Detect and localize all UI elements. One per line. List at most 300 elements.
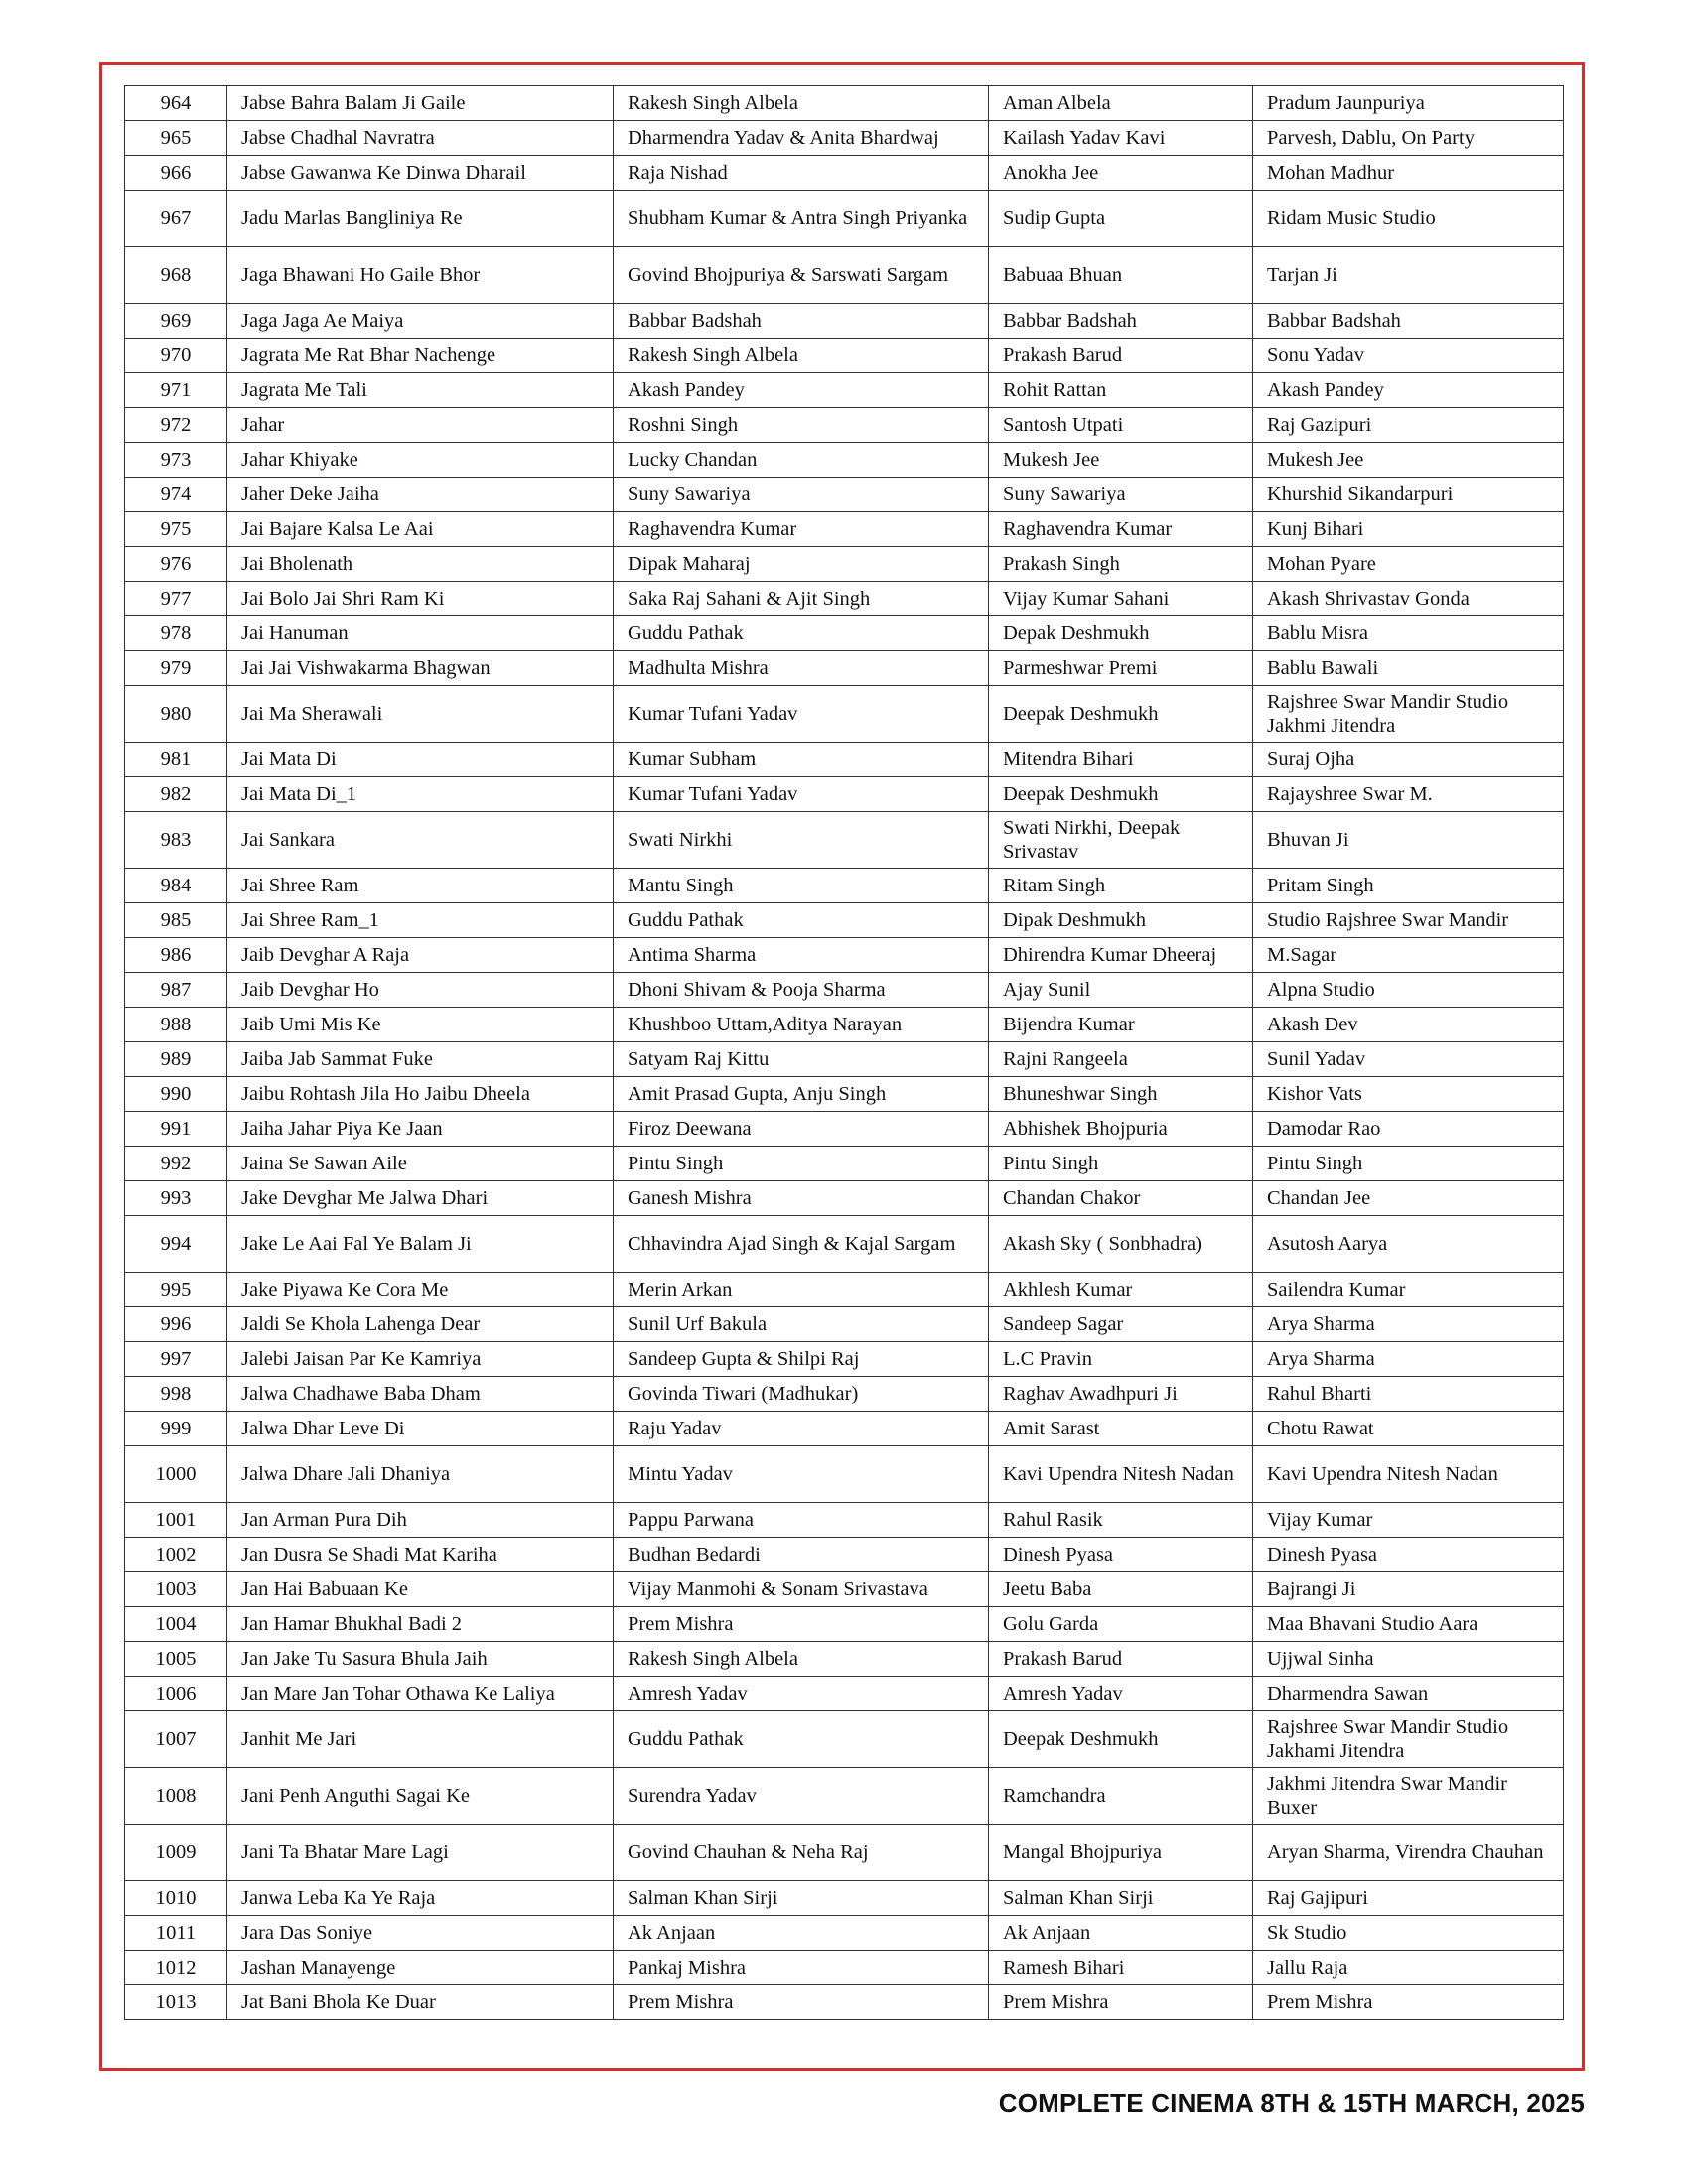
singer-name: Ak Anjaan [614,1916,989,1951]
singer-name: Kumar Tufani Yadav [614,777,989,812]
song-title: Jai Mata Di [227,743,614,777]
studio-name: Alpna Studio [1253,973,1564,1008]
studio-name: Akash Dev [1253,1008,1564,1042]
table-row [125,1008,1564,1042]
singer-name: Khushboo Uttam,Aditya Narayan [614,1008,989,1042]
song-title: Jalwa Dhar Leve Di [227,1412,614,1446]
song-number: 975 [125,512,227,547]
song-number: 967 [125,191,227,247]
table-row [125,1503,1564,1538]
lyricist-name: Amresh Yadav [989,1677,1253,1711]
lyricist-name: Salman Khan Sirji [989,1881,1253,1916]
studio-name: Ujjwal Sinha [1253,1642,1564,1677]
table-row [125,339,1564,373]
studio-name: Pritam Singh [1253,869,1564,903]
singer-name: Dharmendra Yadav & Anita Bhardwaj [614,121,989,156]
song-number: 993 [125,1181,227,1216]
song-number: 968 [125,247,227,304]
studio-name: Sonu Yadav [1253,339,1564,373]
lyricist-name: Raghavendra Kumar [989,512,1253,547]
singer-name: Rakesh Singh Albela [614,86,989,121]
singer-name: Antima Sharma [614,938,989,973]
song-title: Jan Mare Jan Tohar Othawa Ke Laliya [227,1677,614,1711]
lyricist-name: Sudip Gupta [989,191,1253,247]
song-number: 973 [125,443,227,478]
studio-name: Khurshid Sikandarpuri [1253,478,1564,512]
song-title: Jan Dusra Se Shadi Mat Kariha [227,1538,614,1572]
table-row [125,1951,1564,1985]
song-number: 1007 [125,1711,227,1768]
song-title: Jagrata Me Tali [227,373,614,408]
song-title: Jai Shree Ram_1 [227,903,614,938]
table-row [125,1077,1564,1112]
lyricist-name: Mangal Bhojpuriya [989,1825,1253,1881]
studio-name: Tarjan Ji [1253,247,1564,304]
table-row [125,743,1564,777]
lyricist-name: Deepak Deshmukh [989,777,1253,812]
studio-name: Sailendra Kumar [1253,1273,1564,1307]
table-row [125,247,1564,304]
studio-name: M.Sagar [1253,938,1564,973]
lyricist-name: Sandeep Sagar [989,1307,1253,1342]
table-row [125,1342,1564,1377]
song-number: 996 [125,1307,227,1342]
song-title: Jai Hanuman [227,616,614,651]
singer-name: Mintu Yadav [614,1446,989,1503]
lyricist-name: Pintu Singh [989,1147,1253,1181]
song-title: Jan Jake Tu Sasura Bhula Jaih [227,1642,614,1677]
singer-name: Prem Mishra [614,1607,989,1642]
singer-name: Surendra Yadav [614,1768,989,1825]
singer-name: Raghavendra Kumar [614,512,989,547]
lyricist-name: L.C Pravin [989,1342,1253,1377]
song-number: 1005 [125,1642,227,1677]
singer-name: Satyam Raj Kittu [614,1042,989,1077]
singer-name: Salman Khan Sirji [614,1881,989,1916]
lyricist-name: Akhlesh Kumar [989,1273,1253,1307]
song-number: 966 [125,156,227,191]
table-row [125,1147,1564,1181]
song-title: Jai Bolo Jai Shri Ram Ki [227,582,614,616]
lyricist-name: Parmeshwar Premi [989,651,1253,686]
lyricist-name: Santosh Utpati [989,408,1253,443]
lyricist-name: Mukesh Jee [989,443,1253,478]
studio-name: Maa Bhavani Studio Aara [1253,1607,1564,1642]
lyricist-name: Prakash Barud [989,339,1253,373]
song-title: Jaher Deke Jaiha [227,478,614,512]
song-title: Jaga Jaga Ae Maiya [227,304,614,339]
studio-name: Chandan Jee [1253,1181,1564,1216]
studio-name: Bajrangi Ji [1253,1572,1564,1607]
singer-name: Govind Chauhan & Neha Raj [614,1825,989,1881]
singer-name: Pintu Singh [614,1147,989,1181]
singer-name: Saka Raj Sahani & Ajit Singh [614,582,989,616]
studio-name: Bablu Misra [1253,616,1564,651]
song-number: 969 [125,304,227,339]
studio-name: Akash Pandey [1253,373,1564,408]
song-title: Jai Bajare Kalsa Le Aai [227,512,614,547]
table-row [125,1273,1564,1307]
song-number: 982 [125,777,227,812]
lyricist-name: Kailash Yadav Kavi [989,121,1253,156]
table-row [125,1825,1564,1881]
song-number: 984 [125,869,227,903]
studio-name: Kavi Upendra Nitesh Nadan [1253,1446,1564,1503]
table-row [125,1377,1564,1412]
studio-name: Pintu Singh [1253,1147,1564,1181]
singer-name: Prem Mishra [614,1985,989,2020]
table-row [125,1711,1564,1768]
studio-name: Bhuvan Ji [1253,812,1564,869]
table-row [125,1307,1564,1342]
lyricist-name: Anokha Jee [989,156,1253,191]
lyricist-name: Bhuneshwar Singh [989,1077,1253,1112]
lyricist-name: Rajni Rangeela [989,1042,1253,1077]
lyricist-name: Rohit Rattan [989,373,1253,408]
studio-name: Jakhmi Jitendra Swar Mandir Buxer [1253,1768,1564,1825]
studio-name: Akash Shrivastav Gonda [1253,582,1564,616]
studio-name: Sk Studio [1253,1916,1564,1951]
table-row [125,1768,1564,1825]
song-number: 990 [125,1077,227,1112]
singer-name: Rakesh Singh Albela [614,1642,989,1677]
song-number: 1012 [125,1951,227,1985]
table-row [125,777,1564,812]
singer-name: Madhulta Mishra [614,651,989,686]
song-number: 995 [125,1273,227,1307]
song-number: 977 [125,582,227,616]
lyricist-name: Dhirendra Kumar Dheeraj [989,938,1253,973]
studio-name: Vijay Kumar [1253,1503,1564,1538]
lyricist-name: Raghav Awadhpuri Ji [989,1377,1253,1412]
song-number: 988 [125,1008,227,1042]
singer-name: Swati Nirkhi [614,812,989,869]
song-table [124,85,1564,2020]
table-row [125,1642,1564,1677]
singer-name: Sandeep Gupta & Shilpi Raj [614,1342,989,1377]
table-row [125,812,1564,869]
studio-name: Damodar Rao [1253,1112,1564,1147]
song-title: Jaina Se Sawan Aile [227,1147,614,1181]
studio-name: Raj Gazipuri [1253,408,1564,443]
lyricist-name: Jeetu Baba [989,1572,1253,1607]
singer-name: Kumar Subham [614,743,989,777]
song-title: Jani Penh Anguthi Sagai Ke [227,1768,614,1825]
lyricist-name: Deepak Deshmukh [989,686,1253,743]
song-number: 992 [125,1147,227,1181]
song-title: Jake Le Aai Fal Ye Balam Ji [227,1216,614,1273]
song-number: 980 [125,686,227,743]
song-number: 986 [125,938,227,973]
song-title: Jahar Khiyake [227,443,614,478]
singer-name: Kumar Tufani Yadav [614,686,989,743]
table-row [125,1881,1564,1916]
studio-name: Prem Mishra [1253,1985,1564,2020]
singer-name: Amresh Yadav [614,1677,989,1711]
table-row [125,1216,1564,1273]
song-title: Jai Ma Sherawali [227,686,614,743]
studio-name: Rajshree Swar Mandir Studio Jakhami Jitendra [1253,1711,1564,1768]
singer-name: Merin Arkan [614,1273,989,1307]
singer-name: Pappu Parwana [614,1503,989,1538]
studio-name: Babbar Badshah [1253,304,1564,339]
studio-name: Rahul Bharti [1253,1377,1564,1412]
lyricist-name: Amit Sarast [989,1412,1253,1446]
song-number: 989 [125,1042,227,1077]
singer-name: Sunil Urf Bakula [614,1307,989,1342]
song-title: Jan Hamar Bhukhal Badi 2 [227,1607,614,1642]
studio-name: Ridam Music Studio [1253,191,1564,247]
song-number: 972 [125,408,227,443]
singer-name: Guddu Pathak [614,903,989,938]
lyricist-name: Swati Nirkhi, Deepak Srivastav [989,812,1253,869]
song-title: Jaib Devghar A Raja [227,938,614,973]
table-row [125,1538,1564,1572]
lyricist-name: Suny Sawariya [989,478,1253,512]
lyricist-name: Abhishek Bhojpuria [989,1112,1253,1147]
studio-name: Bablu Bawali [1253,651,1564,686]
table-row [125,156,1564,191]
studio-name: Mukesh Jee [1253,443,1564,478]
song-number: 983 [125,812,227,869]
song-number: 994 [125,1216,227,1273]
singer-name: Govind Bhojpuriya & Sarswati Sargam [614,247,989,304]
table-row [125,938,1564,973]
song-title: Jani Ta Bhatar Mare Lagi [227,1825,614,1881]
song-number: 981 [125,743,227,777]
table-row [125,1042,1564,1077]
song-number: 1011 [125,1916,227,1951]
song-number: 1013 [125,1985,227,2020]
studio-name: Kunj Bihari [1253,512,1564,547]
singer-name: Vijay Manmohi & Sonam Srivastava [614,1572,989,1607]
table-row [125,1446,1564,1503]
studio-name: Arya Sharma [1253,1307,1564,1342]
song-title: Jai Sankara [227,812,614,869]
song-number: 978 [125,616,227,651]
singer-name: Babbar Badshah [614,304,989,339]
song-title: Jai Jai Vishwakarma Bhagwan [227,651,614,686]
song-number: 997 [125,1342,227,1377]
lyricist-name: Dipak Deshmukh [989,903,1253,938]
song-title: Jaib Devghar Ho [227,973,614,1008]
song-title: Jara Das Soniye [227,1916,614,1951]
lyricist-name: Kavi Upendra Nitesh Nadan [989,1446,1253,1503]
table-row [125,1412,1564,1446]
table-row [125,1607,1564,1642]
song-title: Jat Bani Bhola Ke Duar [227,1985,614,2020]
table-row [125,373,1564,408]
studio-name: Suraj Ojha [1253,743,1564,777]
lyricist-name: Ajay Sunil [989,973,1253,1008]
singer-name: Guddu Pathak [614,1711,989,1768]
song-number: 1000 [125,1446,227,1503]
studio-name: Asutosh Aarya [1253,1216,1564,1273]
singer-name: Shubham Kumar & Antra Singh Priyanka [614,191,989,247]
song-number: 971 [125,373,227,408]
singer-name: Govinda Tiwari (Madhukar) [614,1377,989,1412]
song-title: Jashan Manayenge [227,1951,614,1985]
studio-name: Pradum Jaunpuriya [1253,86,1564,121]
lyricist-name: Babuaa Bhuan [989,247,1253,304]
song-number: 979 [125,651,227,686]
table-row [125,121,1564,156]
song-title: Jan Hai Babuaan Ke [227,1572,614,1607]
song-title: Jai Shree Ram [227,869,614,903]
lyricist-name: Rahul Rasik [989,1503,1253,1538]
song-title: Jalwa Chadhawe Baba Dham [227,1377,614,1412]
studio-name: Studio Rajshree Swar Mandir [1253,903,1564,938]
lyricist-name: Chandan Chakor [989,1181,1253,1216]
studio-name: Kishor Vats [1253,1077,1564,1112]
table-row [125,651,1564,686]
singer-name: Dhoni Shivam & Pooja Sharma [614,973,989,1008]
singer-name: Raja Nishad [614,156,989,191]
song-number: 1003 [125,1572,227,1607]
table-row [125,869,1564,903]
song-title: Janwa Leba Ka Ye Raja [227,1881,614,1916]
studio-name: Rajayshree Swar M. [1253,777,1564,812]
lyricist-name: Ritam Singh [989,869,1253,903]
song-table-body [125,86,1564,2020]
studio-name: Dinesh Pyasa [1253,1538,1564,1572]
studio-name: Mohan Madhur [1253,156,1564,191]
lyricist-name: Ramesh Bihari [989,1951,1253,1985]
table-row [125,903,1564,938]
lyricist-name: Deepak Deshmukh [989,1711,1253,1768]
footer-publication: COMPLETE CINEMA 8TH & 15TH MARCH, 2025 [998,2088,1585,2117]
song-number: 998 [125,1377,227,1412]
studio-name: Aryan Sharma, Virendra Chauhan [1253,1825,1564,1881]
song-title: Jalebi Jaisan Par Ke Kamriya [227,1342,614,1377]
table-row [125,616,1564,651]
song-title: Jabse Gawanwa Ke Dinwa Dharail [227,156,614,191]
song-number: 1004 [125,1607,227,1642]
song-title: Jagrata Me Rat Bhar Nachenge [227,339,614,373]
singer-name: Budhan Bedardi [614,1538,989,1572]
song-number: 999 [125,1412,227,1446]
studio-name: Mohan Pyare [1253,547,1564,582]
singer-name: Amit Prasad Gupta, Anju Singh [614,1077,989,1112]
lyricist-name: Ramchandra [989,1768,1253,1825]
singer-name: Guddu Pathak [614,616,989,651]
lyricist-name: Prem Mishra [989,1985,1253,2020]
lyricist-name: Golu Garda [989,1607,1253,1642]
table-row [125,1572,1564,1607]
song-number: 1008 [125,1768,227,1825]
singer-name: Rakesh Singh Albela [614,339,989,373]
song-title: Jaiba Jab Sammat Fuke [227,1042,614,1077]
table-row [125,547,1564,582]
song-number: 1010 [125,1881,227,1916]
singer-name: Chhavindra Ajad Singh & Kajal Sargam [614,1216,989,1273]
song-number: 987 [125,973,227,1008]
song-number: 964 [125,86,227,121]
song-title: Jaibu Rohtash Jila Ho Jaibu Dheela [227,1077,614,1112]
singer-name: Lucky Chandan [614,443,989,478]
song-number: 970 [125,339,227,373]
song-number: 1009 [125,1825,227,1881]
table-row [125,973,1564,1008]
song-title: Jadu Marlas Bangliniya Re [227,191,614,247]
singer-name: Raju Yadav [614,1412,989,1446]
table-row [125,1916,1564,1951]
table-row [125,582,1564,616]
lyricist-name: Prakash Barud [989,1642,1253,1677]
studio-name: Sunil Yadav [1253,1042,1564,1077]
lyricist-name: Depak Deshmukh [989,616,1253,651]
table-row [125,1677,1564,1711]
singer-name: Ganesh Mishra [614,1181,989,1216]
song-title: Jabse Bahra Balam Ji Gaile [227,86,614,121]
studio-name: Jallu Raja [1253,1951,1564,1985]
song-title: Jai Bholenath [227,547,614,582]
song-number: 976 [125,547,227,582]
table-row [125,478,1564,512]
song-number: 965 [125,121,227,156]
lyricist-name: Bijendra Kumar [989,1008,1253,1042]
table-row [125,1985,1564,2020]
song-number: 974 [125,478,227,512]
song-title: Jabse Chadhal Navratra [227,121,614,156]
song-title: Janhit Me Jari [227,1711,614,1768]
table-row [125,408,1564,443]
song-title: Jaga Bhawani Ho Gaile Bhor [227,247,614,304]
song-title: Jahar [227,408,614,443]
singer-name: Akash Pandey [614,373,989,408]
table-row [125,191,1564,247]
lyricist-name: Prakash Singh [989,547,1253,582]
lyricist-name: Dinesh Pyasa [989,1538,1253,1572]
song-title: Jaldi Se Khola Lahenga Dear [227,1307,614,1342]
singer-name: Firoz Deewana [614,1112,989,1147]
song-title: Jan Arman Pura Dih [227,1503,614,1538]
singer-name: Dipak Maharaj [614,547,989,582]
song-title: Jaiha Jahar Piya Ke Jaan [227,1112,614,1147]
song-title: Jaib Umi Mis Ke [227,1008,614,1042]
singer-name: Mantu Singh [614,869,989,903]
song-number: 1001 [125,1503,227,1538]
table-row [125,304,1564,339]
lyricist-name: Akash Sky ( Sonbhadra) [989,1216,1253,1273]
song-title: Jai Mata Di_1 [227,777,614,812]
table-row [125,512,1564,547]
lyricist-name: Mitendra Bihari [989,743,1253,777]
table-row [125,1181,1564,1216]
lyricist-name: Ak Anjaan [989,1916,1253,1951]
table-row [125,443,1564,478]
studio-name: Chotu Rawat [1253,1412,1564,1446]
studio-name: Parvesh, Dablu, On Party [1253,121,1564,156]
song-number: 985 [125,903,227,938]
studio-name: Raj Gajipuri [1253,1881,1564,1916]
singer-name: Roshni Singh [614,408,989,443]
song-title: Jalwa Dhare Jali Dhaniya [227,1446,614,1503]
song-number: 1002 [125,1538,227,1572]
table-row [125,86,1564,121]
lyricist-name: Vijay Kumar Sahani [989,582,1253,616]
singer-name: Pankaj Mishra [614,1951,989,1985]
song-number: 1006 [125,1677,227,1711]
song-number: 991 [125,1112,227,1147]
song-title: Jake Devghar Me Jalwa Dhari [227,1181,614,1216]
table-row [125,1112,1564,1147]
lyricist-name: Aman Albela [989,86,1253,121]
lyricist-name: Babbar Badshah [989,304,1253,339]
singer-name: Suny Sawariya [614,478,989,512]
table-row [125,686,1564,743]
studio-name: Rajshree Swar Mandir Studio Jakhmi Jitendra [1253,686,1564,743]
